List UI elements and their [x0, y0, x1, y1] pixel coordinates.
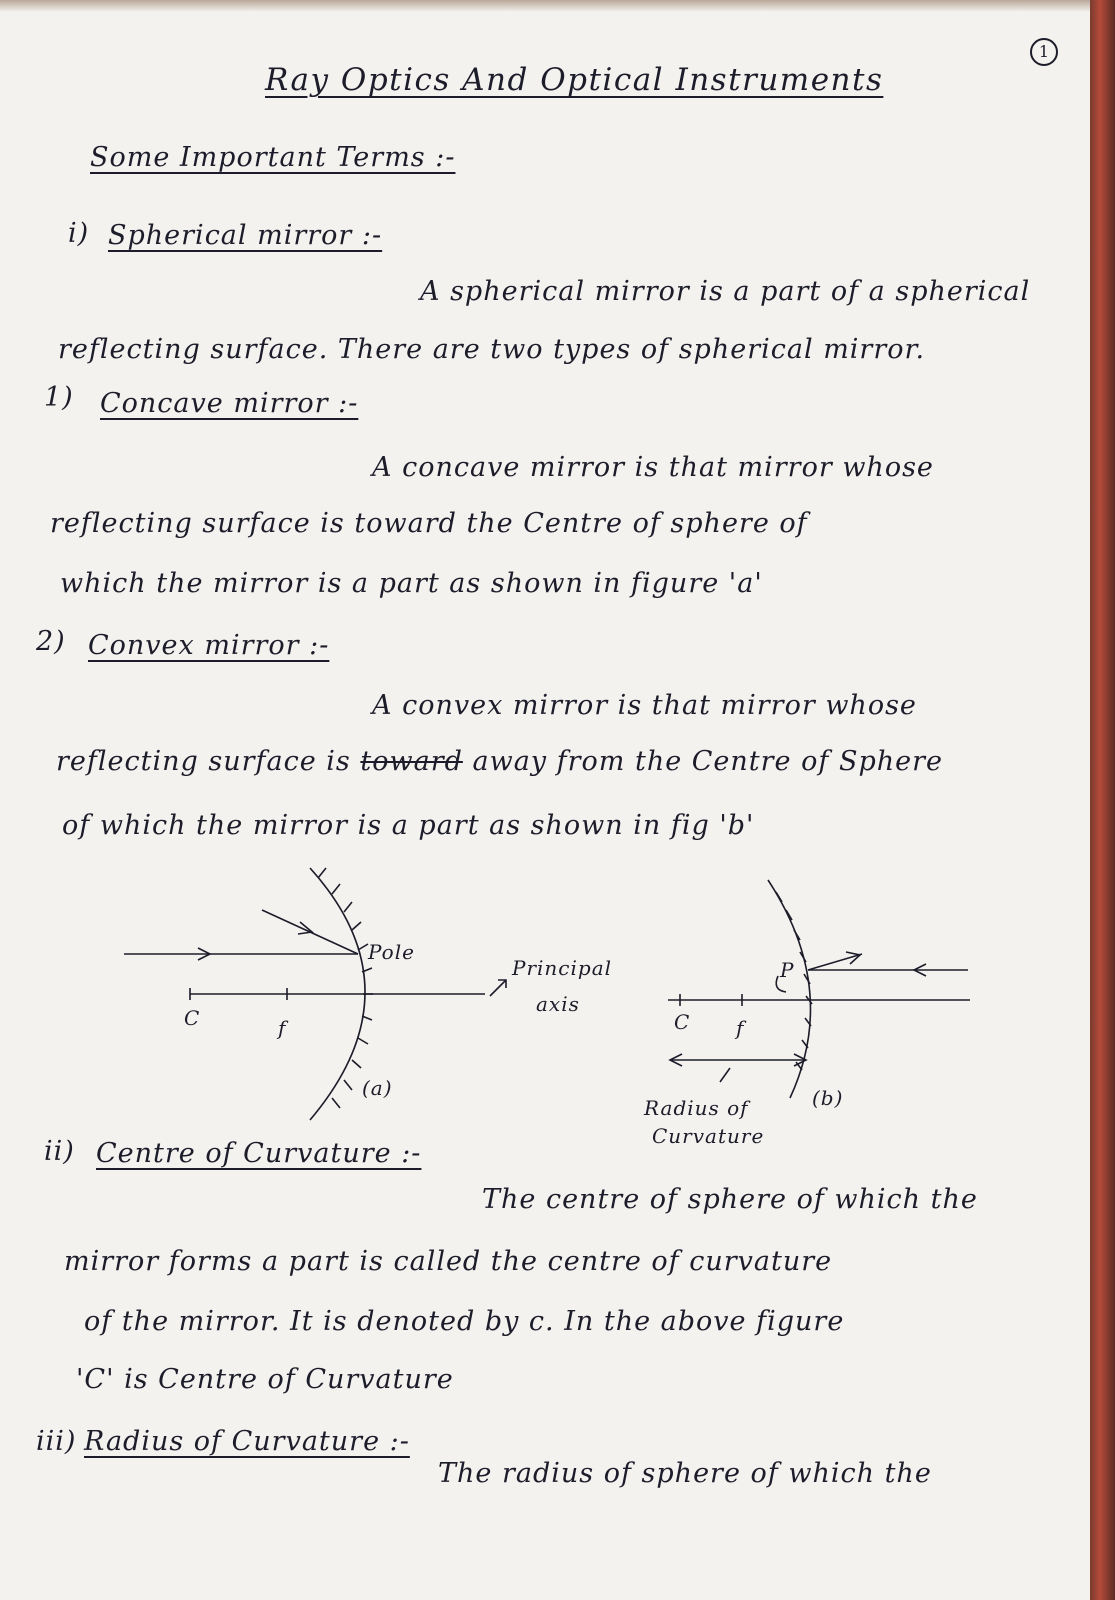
section-number: iii): [36, 1426, 77, 1457]
p-label: P: [780, 958, 795, 982]
text-segment: reflecting surface is: [56, 746, 351, 777]
page-title: Ray Optics And Optical Instruments: [265, 62, 884, 98]
section-number: ii): [44, 1136, 75, 1167]
text-line: which the mirror is a part as shown in figure 'a': [60, 568, 763, 599]
text-line: A concave mirror is that mirror whose: [372, 452, 934, 483]
reflected-ray: [808, 954, 862, 970]
section-heading: Radius of Curvature :-: [84, 1426, 410, 1457]
text-line: A convex mirror is that mirror whose: [372, 690, 917, 721]
subtitle: Some Important Terms :-: [90, 142, 456, 173]
page-number: 1: [1030, 38, 1058, 66]
convex-mirror: [768, 880, 810, 1098]
section-heading: Concave mirror :-: [100, 388, 359, 419]
figure-b-caption: (b): [812, 1086, 844, 1110]
text-segment: away from the Centre of Sphere: [472, 746, 943, 777]
mirror-hatching: [776, 892, 812, 1070]
c-label: C: [184, 1006, 201, 1030]
text-line: reflecting surface. There are two types of spherical mirror.: [58, 334, 926, 365]
text-line: reflecting surface is toward the Centre of sphere of: [50, 508, 808, 539]
section-number: i): [68, 218, 90, 249]
f-label: f: [278, 1016, 287, 1040]
section-heading: Spherical mirror :-: [108, 220, 383, 251]
section-heading: Centre of Curvature :-: [96, 1138, 422, 1169]
radius-label: Radius of: [644, 1096, 749, 1120]
figure-a-concave: [124, 868, 506, 1120]
text-line: of the mirror. It is denoted by c. In the above figure: [84, 1306, 845, 1337]
text-line: mirror forms a part is called the centre of curvature: [64, 1246, 833, 1277]
f-label: f: [736, 1016, 745, 1040]
pole-label: Pole: [368, 940, 415, 964]
figure-a-caption: (a): [362, 1076, 393, 1100]
principal-axis-label: axis: [536, 992, 580, 1016]
c-label: C: [674, 1010, 691, 1034]
text-line: of which the mirror is a part as shown in fig 'b': [62, 810, 755, 841]
section-number: 1): [44, 382, 74, 413]
text-line: The centre of sphere of which the: [482, 1184, 978, 1215]
section-number: 2): [36, 626, 66, 657]
text-line: A spherical mirror is a part of a spherical: [420, 276, 1031, 307]
principal-axis-label: Principal: [512, 956, 613, 980]
figure-b-convex: [668, 880, 970, 1098]
page-background-edge: [1090, 0, 1115, 1600]
struck-word: toward: [360, 746, 463, 777]
radius-label: Curvature: [652, 1124, 765, 1148]
text-line: 'C' is Centre of Curvature: [76, 1364, 454, 1395]
text-line: The radius of sphere of which the: [438, 1458, 932, 1489]
section-heading: Convex mirror :-: [88, 630, 330, 661]
